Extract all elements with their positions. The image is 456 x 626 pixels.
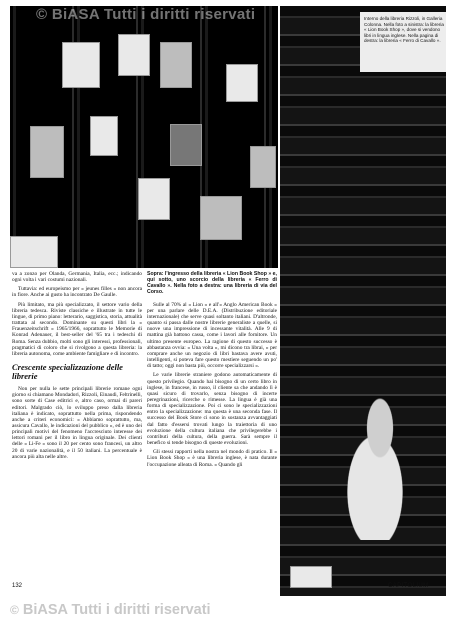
photo-caption: Sopra: l'ingresso della libreria « Lion Book Shop » e, qui sotto, uno scorcio della libreria « Ferro di Cavallo ». Nella foto a destra: una libreria di via del Corso. — [147, 271, 277, 295]
magazine-name: CAPITOLIUM — [388, 583, 429, 589]
book-cover — [118, 34, 150, 76]
watermark-brand: BiASA Tutti i diritti riservati — [22, 602, 211, 618]
book-cover — [160, 42, 192, 88]
book-cover — [30, 126, 64, 178]
paragraph: Sulle al 70% al « Lion » e all'« Anglo American Book » per una parlare delle D.E.A. (Distribuzione editoriale internazionale) che serve quasi soltanto italiani. D'altronde, quanto si passa dalle nostre librerie generaliste a quelle, si nuove una impressione di incessante vitalità. Alle 9 di mattina già battono cassa, come i lavori alle fornitore. Un ultimo presente europeo. La ragione di questo successo è abbastanza ovvia: « Una volta », mi dicono tra librai, « per comprare anche un negozio di libri bastava avere avuti, intelligenti, si poteva fare questo mestiere seguendo un po' di tatto; oggi non basta più, occorre specializzarsi ». — [147, 301, 277, 370]
bookshop-window-photo — [10, 6, 278, 268]
reader-figure — [330, 380, 430, 540]
paragraph: Le varie librerie straniere godono automaticamente di questo privilegio. Quando hai bisogno di un certo libro in inglese, in francese, in russo, il cliente sa che andando lì è quasi sicuro di trovarlo, senza bisogno di incerte peregrinazioni, ricerche o rimesse. La lingua è già una forma di specializzazione. Poi ci sono le specializzazioni entro la specializzazione: ma questa è una seconda fase. Il successo del Book Store ci sono in sostanza avvantaggiati dal fatto d'essersi trovati lungo la traiettoria di uno evoluzione della cultura italiana che privilegerebbe i contributi della cultura, della guerra. Sarà sempre il benefico si tende bisogno di queste evoluzioni. — [147, 372, 277, 447]
photo-caption-right: Interno della libreria Rizzoli, in Galleria Colonna. Nella foto a sinistra: la libreria « Lion Book Shop », dove si vendono libri in lingua inglese. Nella pagina di destra: la libreria « Ferro di Cavallo ». — [364, 16, 444, 44]
book-cover — [62, 42, 100, 88]
page-number: 132 — [12, 583, 23, 589]
copyright-symbol: © — [10, 603, 19, 617]
paragraph: Tuttavia: ed europeismo per « jeunes filles » non ancora in fiore. Anche ai gusto ha incontrato De Gaulle. — [12, 286, 142, 299]
book-cover — [226, 64, 258, 102]
paragraph: va a zonzo per Olanda, Germania, Italia, ecc.; indicando ogni volta i vari costumi nazionali. — [12, 271, 142, 284]
middle-column — [147, 272, 277, 471]
left-column — [12, 271, 142, 463]
section-heading: Crescente specializzazione delle librerie — [12, 362, 123, 382]
watermark-top: © BiASA Tutti i diritti riservati — [36, 6, 256, 23]
book-cover — [138, 178, 170, 220]
book-cover — [250, 146, 276, 188]
book-cover — [290, 566, 332, 588]
paragraph: Non per nulla le sette principali librerie romane ogni giorno si chiamano Mondadori, Rizzoli, Einaudi, Feltrinelli, sono sorte di Case editrici e, altro caso, ormai di pareri editori. Malgrado ciò, lo sviluppo preso dalla libreria italiana è indicato, soprattutto nella prima, rispondendo anche a criteri economici: « Abbiamo soprattutto, ma, assicura Cavallo, le indicazioni del pubblico », ed è uno dei principali motivi del fenomeno l'accresciuto interesse dei lettori romani per il libro in lingua originale. Dei clienti delle « Li-Fe » sono il 20 per cento sono francesi, un altro 20 di varie nazionalità, e il 50 italiani. La percentuale è ancora più alta nelle altre. — [12, 386, 142, 460]
watermark-bottom — [10, 602, 211, 618]
paragraph: Gli stessi rapporti nella nostra nel mondo di pratico. Il « Lion Book Shop » è una libreria inglese, è nata durante l'occupazione alleata di Roma. « Quando gli — [147, 449, 277, 468]
paragraph: Più limitato, ma più specializzato, il settore vario della libreria tedesca. Riviste classiche e illustrate in tutte le lingue, di primo piano: letterario, saggistica, storia, attualità trattata al secondo. Dominante su questi libri la « Frauenzeitschrift » 1965/1966, soprattutto le Memorie di Konrad Adenauer, il best-seller del '65 tra i tedeschi di Roma. Senza dubbio, molti sono gli interessi, professionali, pragmatici di coloro che si rivolgono a questa libreria: la libreria autonoma, come ambiente famigliare e di incontro. — [12, 301, 142, 357]
book-cover — [200, 196, 242, 240]
book-cover — [90, 116, 118, 156]
book-cover — [10, 236, 58, 268]
book-cover — [170, 124, 202, 166]
